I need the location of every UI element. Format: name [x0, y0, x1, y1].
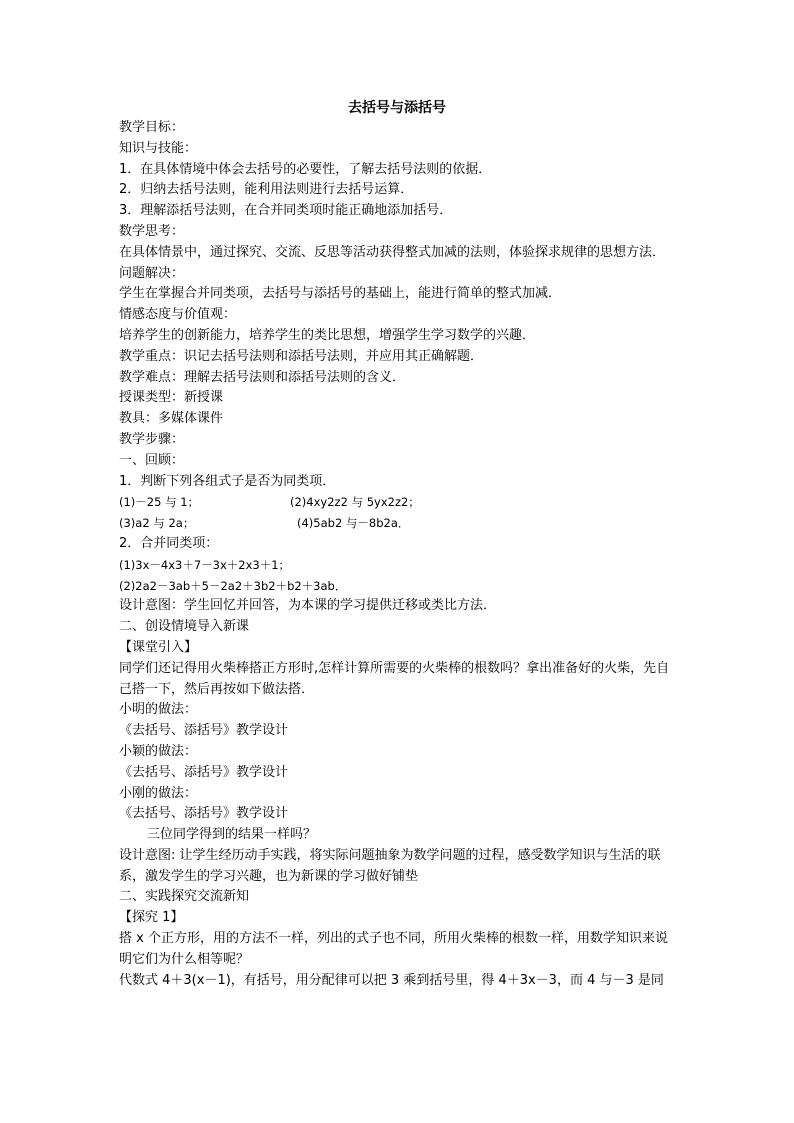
text-line: 情感态度与价值观： — [119, 307, 237, 323]
exercise-item: (3)a2 与 2a； — [119, 516, 195, 531]
text-line: 《去括号、添括号》教学设计 — [119, 806, 289, 822]
text-line: 《去括号、添括号》教学设计 — [119, 764, 289, 780]
text-line: 代数式 4＋3(x－1)，有括号，用分配律可以把 3 乘到括号里，得 4＋3x－3，而 4 与－3 是同 — [119, 972, 664, 988]
section-label: 【探究 1】 — [119, 910, 184, 926]
exercise-item: (2)4xy2z2 与 5yx2z2； — [290, 495, 420, 510]
text-line: 授课类型：新授课 — [119, 390, 224, 406]
section-heading: 二、实践探究交流新知 — [119, 889, 250, 905]
text-line: 教学重点：识记去括号法则和添括号法则，并应用其正确解题． — [119, 348, 484, 364]
text-line: 数学思考： — [119, 223, 185, 239]
text-line: 知识与技能： — [119, 140, 198, 156]
document-body — [119, 118, 679, 991]
text-line: 2．合并同类项： — [119, 535, 219, 551]
text-line: 教学步骤： — [119, 431, 185, 447]
text-line: 学生在掌握合并同类项，去括号与添括号的基础上，能进行简单的整式加减． — [119, 286, 562, 302]
text-paragraph: 搭 x 个正方形，用的方法不一样，列出的式子也不同，所用火柴棒的根数一样，用数学知识来说明它们为什么相等呢？ — [119, 931, 668, 967]
exercise-item: (1)－25 与 1； — [119, 495, 200, 510]
text-line: 《去括号、添括号》教学设计 — [119, 723, 289, 739]
text-line: 小刚的做法： — [119, 785, 198, 801]
text-line: 1．在具体情境中体会去括号的必要性，了解去括号法则的依据． — [119, 161, 492, 177]
text-line: 培养学生的创新能力，培养学生的类比思想，增强学生学习数学的兴趣． — [119, 327, 536, 343]
exercise-row — [119, 492, 679, 513]
math-expression: (2)2a2－3ab＋5－2a2＋3b2＋b2＋3ab． — [119, 578, 347, 593]
text-line: 一、回顾： — [119, 452, 185, 468]
text-line: 教具：多媒体课件 — [119, 411, 224, 427]
text-line: 教学目标： — [119, 120, 185, 135]
text-line: 3．理解添括号法则，在合并同类项时能正确地添加括号． — [119, 203, 453, 219]
text-line: 小颖的做法： — [119, 743, 198, 759]
text-line: 问题解决： — [119, 265, 185, 281]
text-line: 三位同学得到的结果一样吗？ — [147, 827, 317, 843]
math-expression: (1)3x－4x3＋7－3x＋2x3＋1； — [119, 557, 291, 572]
text-line: 设计意图：学生回忆并回答，为本课的学习提供迁移或类比方法． — [119, 598, 497, 614]
text-paragraph: 设计意图: 让学生经历动手实践，将实际问题抽象为数学问题的过程，感受数学知识与生活的联系，激发学生的学习兴趣，也为新课的学习做好铺垫 — [119, 847, 661, 884]
text-line: 2．归纳去括号法则，能利用法则进行去括号运算． — [119, 182, 414, 198]
exercise-row — [119, 513, 679, 534]
section-label: 【课堂引入】 — [119, 639, 198, 655]
text-paragraph: 同学们还记得用火柴棒搭正方形时,怎样计算所需要的火柴棒的根数吗？拿出准备好的火柴，先自己搭一下，然后再按如下做法搭． — [119, 660, 670, 697]
text-paragraph: 在具体情景中，通过探究、交流、反思等活动获得整式加减的法则，体验探求规律的思想方法． — [119, 244, 666, 260]
section-heading: 二、创设情境导入新课 — [119, 619, 250, 635]
text-line: 教学难点：理解去括号法则和添括号法则的含义． — [119, 369, 406, 385]
text-line: 1．判断下列各组式子是否为同类项． — [119, 473, 336, 489]
text-line: 小明的做法： — [119, 702, 198, 718]
document-title: 去括号与添括号 — [348, 100, 446, 116]
exercise-item: (4)5ab2 与－8b2a． — [297, 516, 410, 531]
